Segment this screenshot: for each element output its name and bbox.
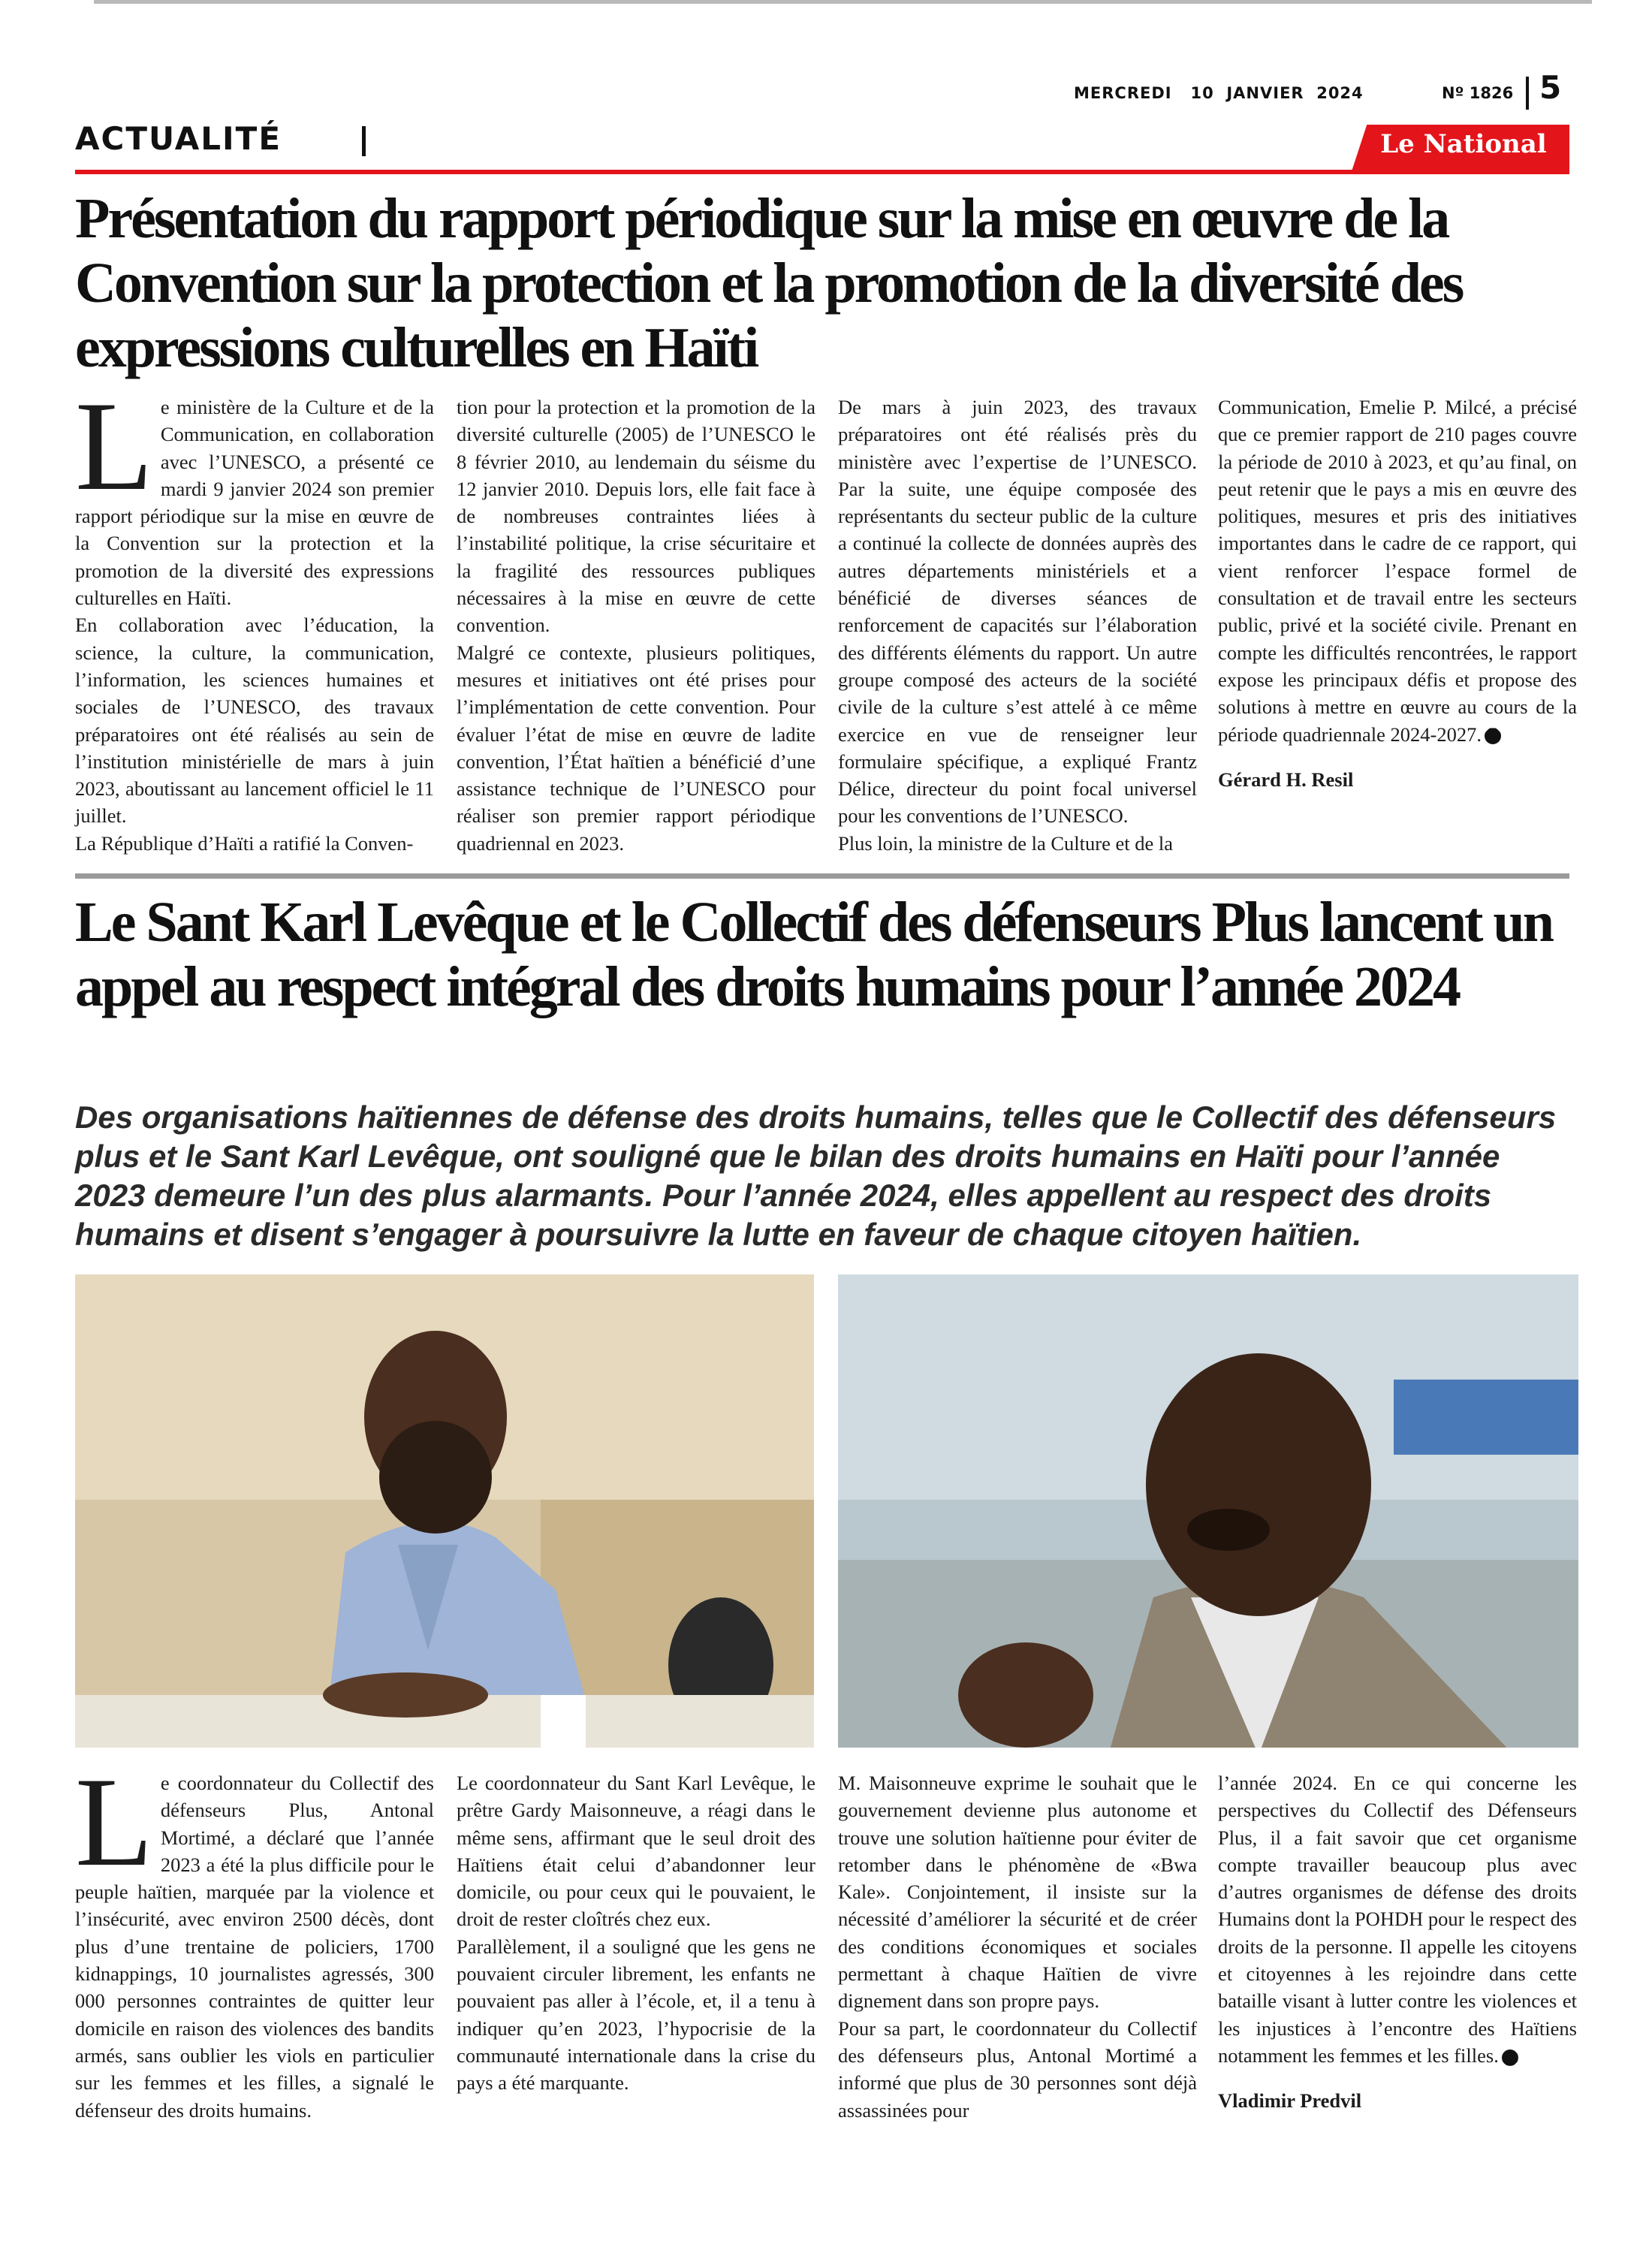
article2-headline: Le Sant Karl Levêque et le Collectif des défenseurs Plus lancent un appel au respect intégral des droits humains pour l’année 2024 xyxy=(75,891,1552,1018)
article1-column-1 xyxy=(75,376,434,857)
end-of-article-icon xyxy=(1485,728,1501,744)
article1-paragraph: Communication, Emelie P. Milcé, a précisé que ce premier rapport de 210 pages couvre la période de 2010 à 2023, et qu’au final, on peut retenir que le pays a mis en œuvre des politiques, mesures et pris des initiatives importantes dans le cadre de ce rapport, qui vient renforcer l’espace formel de consultation et de travail entre les secteurs public, privé et la société civile. Prenant en compte les difficultés rencontrées, le rapport expose les principaux défis et propose des solutions à mettre en œuvre au cours de la période quadriennale 2024-2027. xyxy=(1218,396,1577,746)
article1-column-3 xyxy=(838,394,1197,857)
article2-column-3 xyxy=(838,1769,1197,2124)
article2-paragraph: l’année 2024. En ce qui concerne les perspectives du Collectif des Défenseurs Plus, il a fait savoir que cet organisme compte travailler beaucoup plus avec d’autres organismes de défense des droits Humains dont la POHDH pour le respect des droits de la personne. Il appelle les citoyens et citoyennes à les rejoindre dans cette bataille visant à lutter contre les violences et les injustices à l’encontre des Haïtiens notamment les femmes et les filles. xyxy=(1218,1772,1577,2067)
article2-paragraph: Le coordonnateur du Sant Karl Levêque, le prêtre Gardy Maisonneuve, a réagi dans le même sens, affirmant que le seul droit des Haïtiens était celui d’abandonner leur domicile, ou pour ceux qui le pouvaient, le droit de rester cloîtrés chez eux. xyxy=(457,1772,815,1931)
article2-byline: Vladimir Predvil xyxy=(1218,2089,1362,2113)
article2-column-4 xyxy=(1218,1769,1577,2115)
article2-dropcap: L xyxy=(75,1751,153,1893)
article2-paragraph: M. Maisonneuve exprime le souhait que le gouvernement devienne plus autonome et trouve une solution haïtienne pour éviter de retomber dans le phénomène de «Bwa Kale». Conjointement, il insiste sur la nécessité d’améliorer la sécurité et de créer des conditions économiques et sociales permettant à chaque Haïtien de vivre dignement dans son propre pays. xyxy=(838,1772,1197,2013)
article2-lede: Des organisations haïtiennes de défense des droits humains, telles que le Collectif des défenseurs plus et le Sant Karl Levêque, ont souligné que le bilan des droits humains en Haïti pour l’année 2023 demeure l’un des plus alarmants. Pour l’année 2024, elles appellent au respect des droits humains et disent s’engager à poursuivre la lutte en faveur de chaque citoyen haïtien. xyxy=(75,1099,1557,1252)
article1-paragraph: Malgré ce contexte, plusieurs politiques, mesures et initiatives ont été prises pour l’implémentation de cette convention. Pour évaluer l’état de mise en œuvre de ladite convention, l’État haïtien a bénéficié d’une assistance technique de l’UNESCO pour réaliser son premier rapport périodique quadriennal en 2023. xyxy=(457,641,815,855)
article1-paragraph: En collaboration avec l’éducation, la science, la culture, la communication, l’information, les sciences humaines et sociales de l’UNESCO, des travaux préparatoires ont été réalisés au sein de l’institution ministérielle de mars à juin 2023, aboutissant au lancement officiel le 11 juillet. xyxy=(75,614,434,828)
article1-column-4 xyxy=(1218,394,1577,793)
article1-paragraph: La République d’Haïti a ratifié la Conven- xyxy=(75,831,414,855)
article2-column-2 xyxy=(457,1769,815,2097)
article1-paragraph: tion pour la protection et la promotion de la diversité culturelle (2005) de l’UNESCO le 8 février 2010, au lendemain du séisme du 12 janvier 2010. Depuis lors, elle fait face à de nombreuses contraintes liées à l’instabilité politique, la crise sécuritaire et la fragilité des ressources publiques nécessaires à la mise en œuvre de cette convention. xyxy=(457,396,815,637)
newspaper-name: Le National xyxy=(1380,129,1547,159)
article1-headline: Présentation du rapport périodique sur la mise en œuvre de la Convention sur la protection et la promotion de la diversité des expressions culturelles en Haïti xyxy=(75,187,1463,379)
article1-paragraph: De mars à juin 2023, des travaux préparatoires ont été réalisés près du ministère avec l’expertise de l’UNESCO. Par la suite, une équipe composée des représentants du secteur public de la culture a continué la collecte de données auprès des autres départements ministériels et a bénéficié de diverses séances de renforcement de capacités sur l’élaboration des différents éléments du rapport. Un autre groupe composé des acteurs de la société civile de la culture s’est attelé à ce même exercice en vue de renseigner leur formulaire spécifique, a expliqué Frantz Délice, directeur du point focal universel pour les conventions de l’UNESCO. xyxy=(838,396,1197,828)
issue-number: Nº 1826 xyxy=(1442,84,1514,102)
article-separator-rule xyxy=(75,873,1569,879)
end-of-article-icon xyxy=(1502,2049,1518,2066)
page-number: 5 xyxy=(1539,69,1562,106)
photo-gardy-maisonneuve xyxy=(838,1274,1578,1748)
header-divider xyxy=(1526,77,1529,110)
article2-paragraph: Parallèlement, il a souligné que les gens ne pouvaient circuler librement, les enfants ne pouvaient pas aller à l’école, et, il a tenu à indiquer qu’en 2023, l’hypocrisie de la communauté internationale dans la crise du pays a été marquante. xyxy=(457,1935,815,2095)
article2-paragraph: Pour sa part, le coordonnateur du Collectif des défenseurs plus, Antonal Mortimé a informé que plus de 30 personnes sont déjà assassinées pour xyxy=(838,2016,1197,2122)
issue-date: MERCREDI 10 JANVIER 2024 xyxy=(1074,84,1364,102)
header-red-rule xyxy=(75,170,1569,174)
article1-paragraph: e ministère de la Culture et de la Communication, en collaboration avec l’UNESCO, a présenté ce mardi 9 janvier 2024 son premier rapport périodique sur la mise en œuvre de la Convention sur la protection et la promotion de la diversité des expressions culturelles en Haïti. xyxy=(75,396,434,610)
article1-column-2 xyxy=(457,394,815,857)
article1-byline: Gérard H. Resil xyxy=(1218,768,1354,791)
section-divider xyxy=(362,126,366,156)
article2-column-1 xyxy=(75,1751,434,2124)
section-label: ACTUALITÉ xyxy=(75,120,282,157)
photo-antonal-mortime xyxy=(75,1274,814,1748)
top-border-rule xyxy=(94,0,1592,4)
article2-paragraph: e coordonnateur du Collectif des défenseurs Plus, Antonal Mortimé, a déclaré que l’année 2023 a été la plus difficile pour le peuple haïtien, marquée par la violence et l’insécurité, avec environ 2500 décès, dont plus d’une trentaine de policiers, 1700 kidnappings, 10 journalistes agressés, 300 000 personnes contraintes de quitter leur domicile en raison des violences des bandits armés, sans oublier les viols en particulier sur les femmes et les filles, a signalé le défenseur des droits humains. xyxy=(75,1772,434,2122)
article1-paragraph: Plus loin, la ministre de la Culture et de la xyxy=(838,831,1173,855)
article1-dropcap: L xyxy=(75,376,153,517)
